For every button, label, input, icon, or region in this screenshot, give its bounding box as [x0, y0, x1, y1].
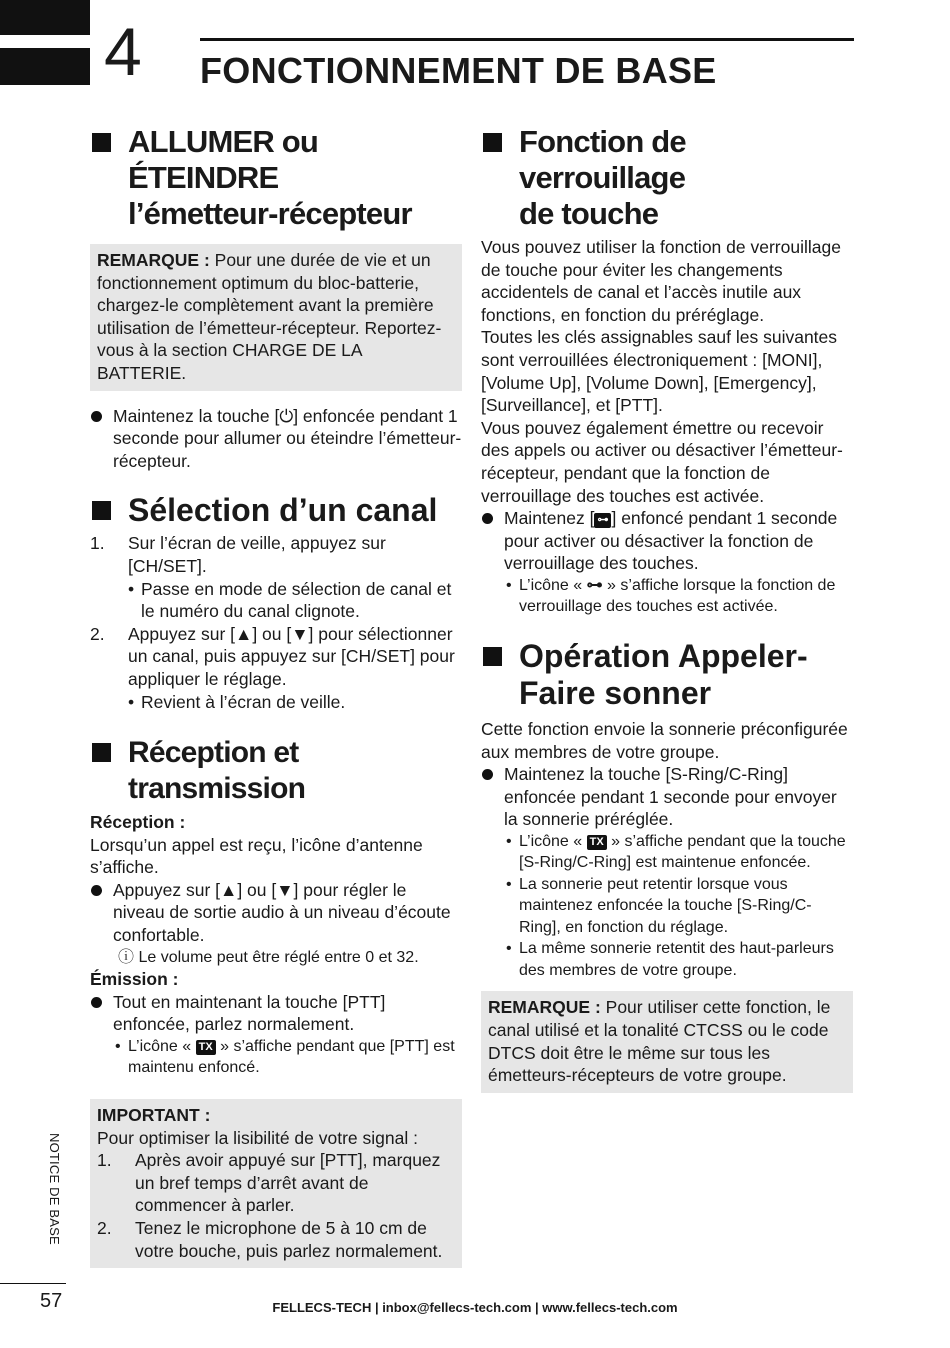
- lock-para-3: Vous pouvez également émettre ou recevoir des appels ou activer ou désactiver l’émetteur-récepteur, pendant que la fonction de verrouillage des touches est activée.: [481, 417, 843, 506]
- rx-bullet: Appuyez sur [▲] ou [▼] pour régler le niveau de sortie audio à un niveau d’écoute confortable.: [90, 879, 462, 947]
- ring-sub-2: • La sonnerie peut retentir lorsque vous maintenez enfoncée la touche [S-Ring/C-Ring], en fonction du réglage.: [506, 875, 812, 936]
- power-icon: ⏻: [279, 405, 294, 426]
- right-column: [481, 124, 853, 1093]
- rx-text: Lorsqu’un appel est reçu, l’icône d’antenne s’affiche.: [90, 834, 423, 878]
- lock-para-1: Vous pouvez utiliser la fonction de verrouillage de touche pour éviter les changements accidentels de canal et l’accès inutile aux fonctions, en fonction du préréglage.: [481, 237, 841, 325]
- chapter-title: FONCTIONNEMENT DE BASE: [200, 50, 717, 91]
- section-title-rxtx: Réception et transmission: [90, 735, 462, 807]
- tx-bullet: Tout en maintenant la touche [PTT] enfoncée, parlez normalement.: [90, 991, 462, 1036]
- side-label: NOTICE DE BASE: [47, 1133, 62, 1245]
- header-rule: [200, 38, 854, 41]
- section-title-channel: Sélection d’un canal: [90, 490, 462, 530]
- channel-step-1-sub: • Passe en mode de sélection de canal et le numéro du canal clignote.: [128, 578, 452, 622]
- important-box: IMPORTANT : Pour optimiser la lisibilité de votre signal : 1. Après avoir appuyé sur [PTT], marquez un bref temps d’arrêt avant de commencer à parler. 2. Tenez le microphone de 5 à 10 cm de votre bouche, puis parlez normalement.: [90, 1099, 462, 1268]
- tx-sub: • L’icône « TX » s’affiche pendant que [PTT] est maintenu enfoncé.: [115, 1037, 455, 1077]
- lock-para-2: Toutes les clés assignables sauf les suivantes sont verrouillées électroniquement : [MONI], [Volume Up], [Volume Down], [Emergency], [Surveillance], et [PTT].: [481, 327, 838, 416]
- ring-sub-3: • La même sonnerie retentit des haut-parleurs des membres de votre groupe.: [506, 940, 834, 979]
- tx-icon: TX: [196, 1040, 216, 1055]
- left-column: [90, 124, 462, 1268]
- important-item-1: 1. Après avoir appuyé sur [PTT], marquez un bref temps d’arrêt avant de commencer à parler.: [97, 1150, 441, 1216]
- key-lock-icon: ⊶: [594, 513, 611, 528]
- rx-info: ⓘ Le volume peut être réglé entre 0 et 32.: [118, 948, 419, 966]
- page-number-rule: [0, 1283, 66, 1284]
- chapter-tab-marker: [0, 0, 90, 85]
- footer-contact: FELLECS-TECH | inbox@fellecs-tech.com | www.fellecs-tech.com: [272, 1300, 678, 1315]
- ring-intro: Cette fonction envoie la sonnerie préconfigurée aux membres de votre groupe.: [481, 718, 848, 762]
- section-title-ring: Opération Appeler- Faire sonner: [481, 638, 853, 712]
- lock-sub: • L’icône « ⊶ » s’affiche lorsque la fonction de verrouillage des touches est activée.: [506, 576, 836, 616]
- channel-step-1: 1. Sur l’écran de veille, appuyez sur [CH/SET]. • Passe en mode de sélection de canal et le numéro du canal clignote.: [90, 532, 462, 622]
- section-title-lock: Fonction de verrouillage de touche: [481, 124, 853, 232]
- note-box-battery: REMARQUE : Pour une durée de vie et un fonctionnement optimum du bloc-batterie, chargez-le complètement avant la première utilisation de l’émetteur-récepteur. Reportez-vous à la section CHARGE DE LA BATTERIE.: [90, 244, 462, 391]
- note-box-ring: REMARQUE : Pour utiliser cette fonction, le canal utilisé et la tonalité CTCSS ou le code DTCS doit être le même sur tous les émetteurs-récepteurs de votre groupe.: [481, 991, 853, 1092]
- section-title-power: ALLUMER ou ÉTEINDRE l’émetteur-récepteur: [90, 124, 462, 232]
- info-icon: ⓘ: [118, 948, 135, 966]
- chapter-number: 4: [104, 14, 142, 90]
- important-item-2: 2. Tenez le microphone de 5 à 10 cm de votre bouche, puis parlez normalement.: [97, 1217, 443, 1261]
- channel-step-2: 2. Appuyez sur [▲] ou [▼] pour sélectionner un canal, puis appuyez sur [CH/SET] pour appliquer le réglage. • Revient à l’écran de veille.: [90, 623, 462, 713]
- bullet-power-key: Maintenez la touche [⏻] enfoncée pendant 1 seconde pour allumer ou éteindre l’émetteur-récepteur.: [90, 405, 462, 473]
- page-number: 57: [40, 1290, 63, 1312]
- channel-step-2-sub: • Revient à l’écran de veille.: [128, 691, 346, 712]
- rx-heading: Réception :: [90, 812, 186, 833]
- key-icon: ⊶: [586, 576, 603, 594]
- lock-bullet: Maintenez [ ⊶ ] enfoncé pendant 1 seconde pour activer ou désactiver la fonction de verrouillage des touches.: [481, 507, 853, 575]
- ring-bullet: Maintenez la touche [S-Ring/C-Ring] enfoncée pendant 1 seconde pour envoyer la sonnerie préréglée.: [481, 763, 853, 831]
- tx-heading: Émission :: [90, 969, 179, 990]
- tx-icon: TX: [587, 835, 607, 850]
- ring-sub-1: • L’icône « TX » s’affiche pendant que la touche [S-Ring/C-Ring] est maintenue enfoncée.: [506, 832, 846, 872]
